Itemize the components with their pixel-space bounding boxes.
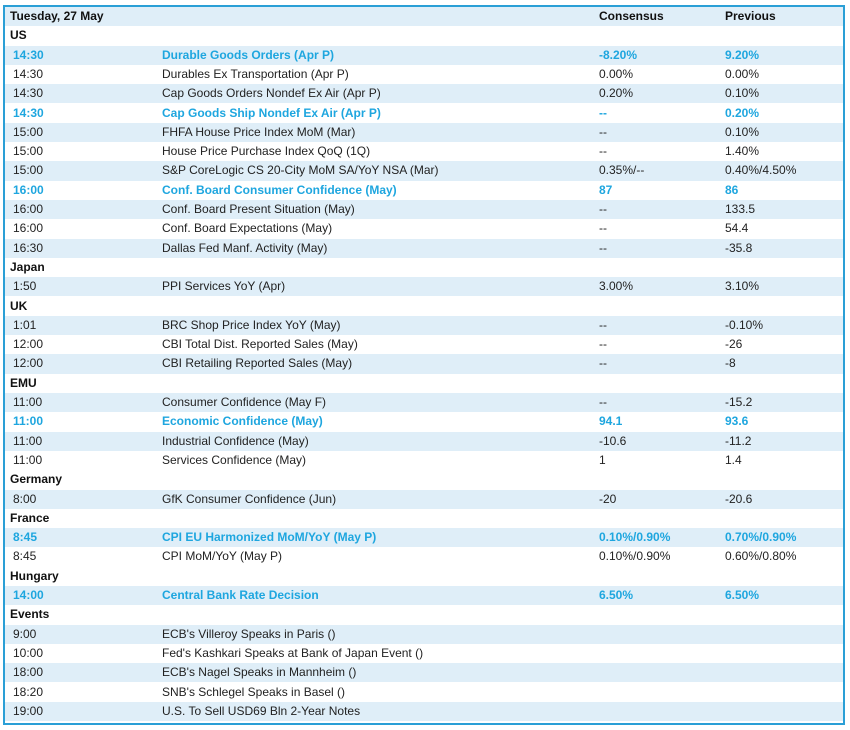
release-name: SNB's Schlegel Speaks in Basel () [162, 684, 346, 699]
table-row [5, 335, 843, 354]
consensus-column-heading: Consensus [599, 9, 664, 23]
consensus-value: 3.00% [599, 279, 634, 294]
consensus-value: 0.10%/0.90% [599, 549, 671, 564]
region-section-row [5, 297, 843, 316]
consensus-value: 0.10%/0.90% [599, 530, 671, 545]
release-time: 14:30 [13, 66, 44, 81]
previous-value: -35.8 [725, 240, 753, 255]
release-time: 14:30 [13, 47, 44, 62]
region-label: UK [10, 298, 28, 313]
table-header-row [5, 7, 843, 26]
previous-value: 0.00% [725, 66, 760, 81]
release-name: ECB's Nagel Speaks in Mannheim () [162, 665, 357, 680]
release-time: 15:00 [13, 144, 44, 159]
table-row [5, 683, 843, 702]
consensus-value: -- [599, 221, 607, 236]
region-section-row [5, 567, 843, 586]
region-label: Events [10, 607, 50, 622]
previous-value: 3.10% [725, 279, 760, 294]
release-time: 16:00 [13, 202, 44, 216]
release-time: 1:50 [13, 279, 37, 294]
table-row [5, 123, 843, 142]
release-name: CPI EU Harmonized MoM/YoY (May P) [162, 530, 377, 545]
release-time: 16:00 [13, 221, 44, 236]
table-row [5, 663, 843, 682]
release-name: House Price Purchase Index QoQ (1Q) [162, 144, 371, 159]
consensus-value: -- [599, 105, 607, 120]
release-time: 16:00 [13, 182, 44, 197]
previous-value: 133.5 [725, 202, 756, 216]
region-section-row [5, 470, 843, 489]
region-section-row [5, 605, 843, 624]
consensus-value: -- [599, 337, 607, 352]
release-name: BRC Shop Price Index YoY (May) [162, 317, 341, 332]
previous-value: -8 [725, 356, 736, 371]
previous-value: -11.2 [725, 433, 752, 448]
release-time: 9:00 [13, 626, 37, 641]
consensus-value: -8.20% [599, 47, 638, 62]
release-time: 8:00 [13, 491, 37, 506]
table-row [5, 586, 843, 605]
release-name: Industrial Confidence (May) [162, 433, 309, 448]
region-section-row [5, 509, 843, 528]
consensus-value: -10.6 [599, 433, 627, 448]
previous-value: 0.40%/4.50% [725, 163, 797, 178]
release-time: 16:30 [13, 240, 44, 255]
previous-value: 1.4 [725, 452, 742, 467]
table-row [5, 702, 843, 721]
table-row [5, 625, 843, 644]
release-name: Conf. Board Present Situation (May) [162, 202, 355, 216]
release-name: Cap Goods Ship Nondef Ex Air (Apr P) [162, 105, 381, 120]
calendar-date-heading: Tuesday, 27 May [10, 9, 104, 23]
previous-value: 9.20% [725, 47, 760, 62]
release-time: 11:00 [13, 414, 44, 429]
region-label: Japan [10, 259, 45, 274]
table-row [5, 432, 843, 451]
consensus-value: 0.35%/-- [599, 163, 645, 178]
release-time: 14:00 [13, 588, 44, 602]
consensus-value: -- [599, 144, 607, 159]
consensus-value: -- [599, 124, 607, 139]
consensus-value: 0.20% [599, 86, 634, 101]
previous-value: 86 [725, 182, 739, 197]
previous-value: -20.6 [725, 491, 753, 506]
region-section-row [5, 258, 843, 277]
region-label: France [10, 510, 50, 525]
release-name: Durables Ex Transportation (Apr P) [162, 66, 349, 81]
release-time: 15:00 [13, 163, 44, 178]
release-time: 14:30 [13, 86, 44, 101]
release-time: 1:01 [13, 317, 37, 332]
consensus-value: -- [599, 395, 607, 409]
table-row [5, 219, 843, 238]
consensus-value: -- [599, 202, 607, 216]
release-name: PPI Services YoY (Apr) [162, 279, 286, 294]
consensus-value: 0.00% [599, 66, 634, 81]
consensus-value: -- [599, 317, 607, 332]
release-name: GfK Consumer Confidence (Jun) [162, 491, 337, 506]
economic-calendar-table [3, 5, 845, 725]
table-row [5, 490, 843, 509]
table-row [5, 451, 843, 470]
region-section-row [5, 374, 843, 393]
release-time: 10:00 [13, 645, 44, 660]
release-time: 8:45 [13, 549, 37, 564]
consensus-value: 1 [599, 452, 606, 467]
table-row [5, 277, 843, 296]
release-time: 18:00 [13, 665, 44, 680]
release-name: CBI Total Dist. Reported Sales (May) [162, 337, 358, 352]
previous-value: 0.10% [725, 86, 760, 101]
release-time: 15:00 [13, 124, 44, 139]
table-row [5, 239, 843, 258]
release-time: 18:20 [13, 684, 44, 699]
previous-value: 0.10% [725, 124, 760, 139]
release-time: 12:00 [13, 356, 44, 371]
release-name: Consumer Confidence (May F) [162, 395, 327, 409]
consensus-value: 94.1 [599, 414, 623, 429]
region-label: Germany [10, 472, 63, 487]
consensus-value: -- [599, 356, 607, 371]
release-name: Services Confidence (May) [162, 452, 307, 467]
region-section-row [5, 26, 843, 45]
previous-value: -26 [725, 337, 743, 352]
release-name: CPI MoM/YoY (May P) [162, 549, 283, 564]
release-time: 11:00 [13, 433, 43, 448]
table-row [5, 547, 843, 566]
table-row [5, 528, 843, 547]
release-time: 11:00 [13, 452, 43, 467]
region-label: Hungary [10, 568, 59, 583]
consensus-value: -20 [599, 491, 617, 506]
release-name: Conf. Board Expectations (May) [162, 221, 333, 236]
previous-value: -0.10% [725, 317, 764, 332]
table-row [5, 644, 843, 663]
release-name: Dallas Fed Manf. Activity (May) [162, 240, 328, 255]
consensus-value: -- [599, 240, 607, 255]
table-row [5, 412, 843, 431]
previous-value: 54.4 [725, 221, 749, 236]
release-name: FHFA House Price Index MoM (Mar) [162, 124, 356, 139]
table-row [5, 354, 843, 373]
region-label: EMU [10, 375, 37, 390]
previous-value: -15.2 [725, 395, 753, 409]
release-name: Fed's Kashkari Speaks at Bank of Japan Event () [162, 645, 424, 660]
table-row [5, 200, 843, 219]
table-row [5, 161, 843, 180]
previous-value: 0.70%/0.90% [725, 530, 797, 545]
previous-value: 0.20% [725, 105, 760, 120]
release-name: Conf. Board Consumer Confidence (May) [162, 182, 397, 197]
previous-value: 0.60%/0.80% [725, 549, 797, 564]
release-time: 8:45 [13, 530, 38, 545]
release-time: 12:00 [13, 337, 44, 352]
release-name: Central Bank Rate Decision [162, 588, 319, 602]
release-time: 14:30 [13, 105, 44, 120]
region-label: US [10, 28, 27, 43]
release-name: Cap Goods Orders Nondef Ex Air (Apr P) [162, 86, 381, 101]
previous-value: 6.50% [725, 588, 760, 602]
previous-value: 93.6 [725, 414, 749, 429]
release-time: 11:00 [13, 395, 43, 409]
table-row [5, 316, 843, 335]
release-name: S&P CoreLogic CS 20-City MoM SA/YoY NSA (Mar) [162, 163, 439, 178]
previous-column-heading: Previous [725, 9, 776, 23]
table-row [5, 84, 843, 103]
consensus-value: 6.50% [599, 588, 634, 602]
table-row [5, 104, 843, 123]
consensus-value: 87 [599, 182, 613, 197]
table-row [5, 65, 843, 84]
release-time: 19:00 [13, 703, 44, 718]
release-name: ECB's Villeroy Speaks in Paris () [162, 626, 336, 641]
release-name: CBI Retailing Reported Sales (May) [162, 356, 353, 371]
table-row [5, 46, 843, 65]
release-name: U.S. To Sell USD69 Bln 2-Year Notes [162, 703, 361, 718]
table-row [5, 393, 843, 412]
previous-value: 1.40% [725, 144, 760, 159]
release-name: Economic Confidence (May) [162, 414, 323, 429]
release-name: Durable Goods Orders (Apr P) [162, 47, 335, 62]
table-row [5, 181, 843, 200]
table-row [5, 142, 843, 161]
